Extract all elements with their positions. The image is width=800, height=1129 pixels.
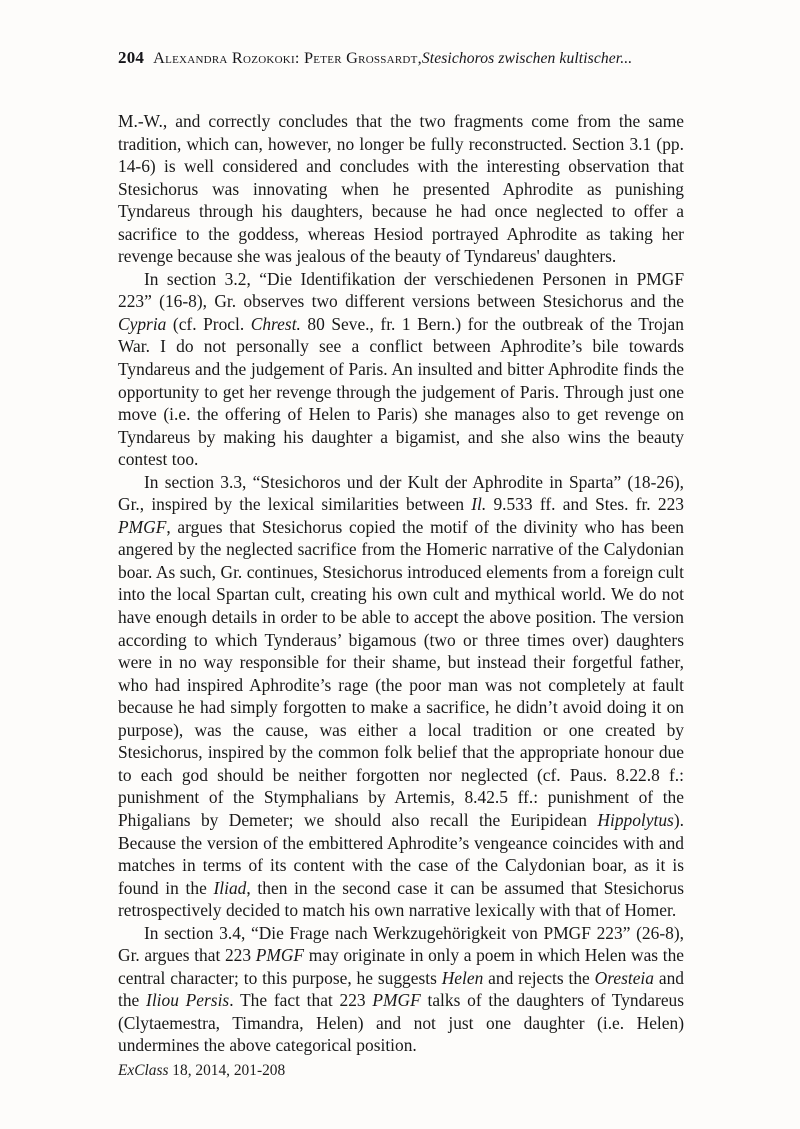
- body-paragraph: [118, 922, 684, 1057]
- italic-title-run: Iliad: [213, 877, 247, 898]
- running-head-authors: Alexandra Rozokoki: Peter Grossardt,: [153, 48, 422, 67]
- italic-title-run: Oresteia: [594, 967, 654, 988]
- text-run: . The fact that 223: [229, 990, 373, 1011]
- text-run: and the: [118, 967, 684, 1011]
- text-run: and rejects the: [483, 967, 595, 988]
- italic-title-run: PMGF: [255, 945, 305, 966]
- journal-issue: 18, 2014, 201-208: [168, 1062, 286, 1079]
- italic-title-run: Iliou Persis: [146, 990, 230, 1011]
- text-run: , then in the second case it can be assumed that Stesichorus retrospectively decided to match his own narrative lexically with that of Homer.: [118, 877, 684, 921]
- text-run: talks of the daughters of Tyndareus (Clytaemestra, Timandra, Helen) and not just one daughter (i.e. Helen) undermines the above categorical position.: [118, 990, 685, 1056]
- running-head: [118, 46, 684, 70]
- body-text-column: [118, 110, 684, 1057]
- text-run: may originate in only a poem in which Helen was the central character; to this purpose, he suggests: [118, 945, 684, 988]
- text-run: (cf. Procl.: [166, 313, 251, 334]
- running-head-title: Stesichoros zwischen kultischer...: [421, 50, 633, 67]
- italic-title-run: Hippolytus: [597, 809, 674, 830]
- body-paragraph: [118, 268, 684, 471]
- journal-name: ExClass: [118, 1062, 169, 1079]
- footer-citation: [118, 1060, 285, 1082]
- italic-title-run: PMGF: [372, 990, 421, 1011]
- text-run: In section 3.3, “Stesichoros und der Kult der Aphrodite in Sparta” (18-26), Gr., inspired by the lexical similarities between: [118, 471, 684, 515]
- text-run: 9.533 ff. and Stes. fr. 223: [486, 494, 684, 515]
- text-run: ). Because the version of the embittered Aphrodite’s vengeance coincides with and matches in terms of its content with the case of the Calydonian boar, as it is found in the: [118, 809, 684, 898]
- italic-title-run: Il.: [471, 494, 487, 515]
- text-run: In section 3.2, “Die Identifikation der verschiedenen Personen in PMGF 223” (16-8), Gr. observes two different versions between Stesichorus and the: [118, 268, 684, 312]
- italic-title-run: PMGF: [118, 516, 167, 537]
- text-run: 80 Seve., fr. 1 Bern.) for the outbreak of the Trojan War. I do not personally see a conflict between Aphrodite’s bile towards Tyndareus and the judgement of Paris. An insulted and bitter Aphrodite finds the opportunity to get her revenge through the judgement of Paris. Through just one move (i.e. the offering of Helen to Paris) she manages also to get revenge on Tyndareus by making his daughter a bigamist, and she also wins the beauty contest too.: [118, 313, 684, 470]
- italic-title-run: Cypria: [118, 313, 167, 334]
- text-run: In section 3.4, “Die Frage nach Werkzugehörigkeit von PMGF 223” (26-8), Gr. argues that 223: [118, 922, 684, 966]
- body-paragraph: [118, 471, 684, 922]
- italic-title-run: Chrest.: [250, 313, 301, 334]
- text-run: M.-W., and correctly concludes that the two fragments come from the same tradition, which can, however, no longer be fully reconstructed. Section 3.1 (pp. 14-6) is well considered and concludes with the interesting observation that Stesichorus was innovating when he presented Aphrodite as punishing Tyndareus through his daughters, because he had once neglected to offer a sacrifice to the goddess, whereas Hesiod portrayed Aphrodite as taking her revenge because she was jealous of the beauty of Tyndareus' daughters.: [118, 111, 684, 267]
- page-number: 204: [118, 48, 145, 67]
- text-run: , argues that Stesichorus copied the motif of the divinity who has been angered by the neglected sacrifice from the Homeric narrative of the Calydonian boar. As such, Gr. continues, Stesichorus introduced elements from a foreign cult into the local Spartan cult, creating his own cult and mythical world. We do not have enough details in order to be able to accept the above position. The version according to which Tynderaus’ bigamous (two or three times over) daughters were in no way responsible for their shame, but instead their forgetful father, who had inspired Aphrodite’s rage (the poor man was not completely at fault because he had simply forgotten to make a sacrifice, he didn’t avoid doing it on purpose), was the cause, was either a local tradition or one created by Stesichorus, inspired by the common folk belief that the appropriate honour due to each god should be neither forgotten nor neglected (cf. Paus. 8.22.8 f.: punishment of the Stymphalians by Artemis, 8.42.5 ff.: punishment of the Phigalians by Demeter; we should also recall the Euripidean: [118, 516, 684, 830]
- italic-title-run: Helen: [441, 967, 484, 988]
- body-paragraph: [118, 110, 684, 268]
